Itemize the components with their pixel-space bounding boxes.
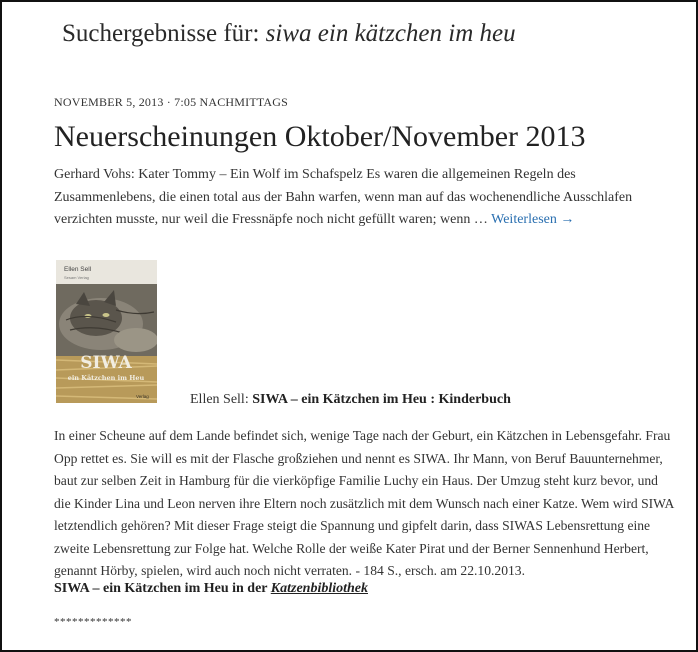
book-credit bbox=[190, 392, 511, 408]
book-title: SIWA – ein Kätzchen im Heu : Kinderbuch bbox=[252, 392, 511, 407]
katzenbibliothek-link[interactable]: Katzenbibliothek bbox=[270, 581, 368, 596]
cover-publisher: Verlag bbox=[136, 394, 149, 399]
separator-stars: ************* bbox=[54, 616, 132, 628]
post-date: NOVEMBER 5, 2013 · 7:05 NACHMITTAGS bbox=[54, 95, 289, 109]
cover-title: SIWA bbox=[80, 353, 132, 373]
cover-subtitle: Sesam Verlag bbox=[64, 275, 89, 280]
read-more-link[interactable]: Weiterlesen → bbox=[491, 212, 575, 227]
search-query: siwa ein kätzchen im heu bbox=[265, 20, 516, 47]
excerpt-text: Gerhard Vohs: Kater Tommy – Ein Wolf im Schafspelz Es waren die allgemeinen Regeln des Zusammenlebens, die einen total aus der Bahn warfen, wenn man auf das wochenendliche Ausschlafen verzichten musste, nur weil die Fressnäpfe noch nicht gefüllt waren; wenn … bbox=[54, 167, 633, 227]
book-author: Ellen Sell: bbox=[190, 392, 249, 407]
book-cover-illustration bbox=[56, 260, 157, 403]
search-results-prefix: Suchergebnisse für: bbox=[62, 20, 260, 47]
library-link-prefix: SIWA – ein Kätzchen im Heu in der bbox=[54, 581, 268, 596]
cover-tagline: ein Kätzchen im Heu bbox=[67, 374, 145, 382]
search-results-heading bbox=[62, 20, 516, 48]
post-excerpt bbox=[54, 164, 674, 232]
book-description: In einer Scheune auf dem Lande befindet sich, wenige Tage nach der Geburt, ein Kätzchen in Lebensgefahr. Frau Opp rettet es. Sie will es mit der Flasche großziehen und nennt es SIWA. Ihr Mann, von Beruf Bauunternehmer, baut zur selben Zeit in Hamburg für die vierköpfige Familie Luchy ein Haus. Der Umzug steht kurz bevor, und die Kinder Lina und Leon nerven ihre Eltern noch zusätzlich mit dem Wunsch nach einer Katze. Wem wird SIWA letztendlich gehören? Mit dieser Frage steigt die Spannung und gipfelt darin, dass SIWAS Lebensrettung eine zweite Lebensrettung zur Folge hat. Welche Rolle der weiße Kater Pirat und der Berner Sennenhund Herbert, genannt Hörby, spielen, wird auch noch nicht verraten. - 184 S., ersch. am 22.10.2013. bbox=[54, 428, 674, 578]
book-cover-image[interactable] bbox=[56, 260, 157, 403]
library-link-line bbox=[54, 581, 368, 597]
post-title-link[interactable]: Neuerscheinungen Oktober/November 2013 bbox=[54, 120, 586, 153]
cover-author: Ellen Sell bbox=[64, 266, 92, 273]
